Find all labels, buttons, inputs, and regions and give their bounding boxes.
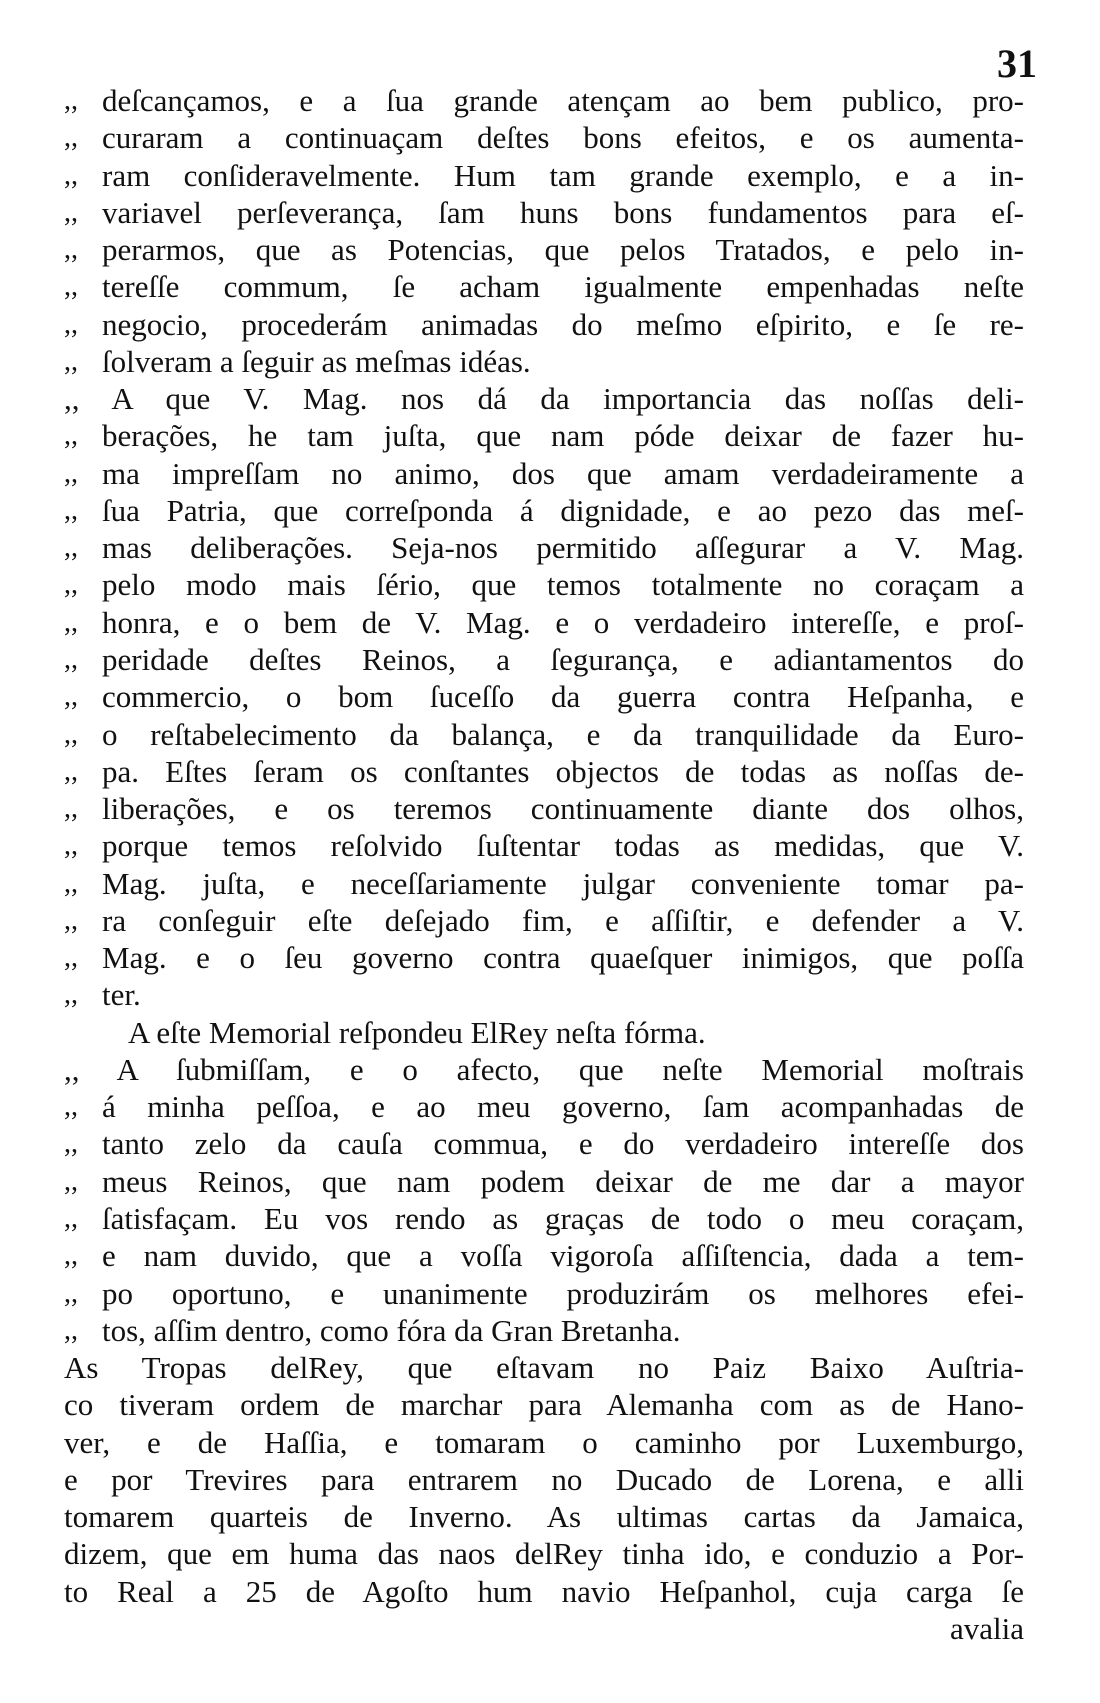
- line-text: liberações, e os teremos continuamente diante dos olhos,: [102, 791, 1024, 827]
- line-text: ſatisfaçam. Eu vos rendo as graças de todo o meu coraçam,: [102, 1200, 1024, 1236]
- text-line: [64, 119, 1024, 156]
- text-line: [64, 790, 1024, 827]
- quote-mark: ,,: [64, 1277, 78, 1309]
- text-line: [64, 1498, 1024, 1535]
- quote-mark: ,,: [64, 532, 78, 564]
- line-text: commercio, o bom ſuceſſo da guerra contra Heſpanha, e: [102, 679, 1024, 715]
- text-line: [64, 1163, 1024, 1200]
- text-line: [64, 976, 1024, 1013]
- text-line: [64, 1200, 1024, 1237]
- line-text: ter.: [102, 977, 141, 1013]
- quote-mark: ,,: [64, 494, 78, 526]
- line-text: tos, aſſim dentro, como fóra da Gran Bretanha.: [102, 1312, 681, 1348]
- line-text: to Real a 25 de Agoſto hum navio Heſpanhol, cuja carga ſe: [64, 1573, 1024, 1609]
- text-line: [64, 902, 1024, 939]
- line-text: variavel perſeverança, ſam huns bons fundamentos para eſ-: [102, 194, 1024, 230]
- quote-mark: ,,: [64, 979, 78, 1011]
- text-line: [64, 1014, 1024, 1051]
- line-text: ,, A ſubmiſſam, e o afecto, que neſte Memorial moſtrais: [64, 1051, 1024, 1087]
- line-text: ram conſideravelmente. Hum tam grande exemplo, e a in-: [102, 157, 1024, 193]
- text-body: [64, 82, 1024, 1647]
- text-line: [64, 82, 1024, 119]
- line-text: ſua Patria, que correſponda á dignidade, e ao pezo das meſ-: [102, 492, 1024, 528]
- quote-mark: ,,: [64, 271, 78, 303]
- line-text: dizem, que em huma das naos delRey tinha ido, e conduzio a Por-: [64, 1536, 1024, 1572]
- line-text: co tiveram ordem de marchar para Alemanha com as de Hano-: [64, 1387, 1024, 1423]
- quote-mark: ,,: [64, 196, 78, 228]
- line-text: berações, he tam juſta, que nam póde deixar de fazer hu-: [102, 418, 1024, 454]
- line-text: Mag. e o ſeu governo contra quaeſquer inimigos, que poſſa: [102, 940, 1024, 976]
- text-line: [64, 194, 1024, 231]
- line-text: As Tropas delRey, que eſtavam no Paiz Baixo Auſtria-: [64, 1350, 1024, 1386]
- text-line: [64, 455, 1024, 492]
- line-text: ſolveram a ſeguir as meſmas idéas.: [102, 343, 531, 379]
- text-line: [64, 566, 1024, 603]
- quote-mark: ,,: [64, 942, 78, 974]
- line-text: po oportuno, e unanimente produzirám os melhores efei-: [102, 1275, 1024, 1311]
- line-text: meus Reinos, que nam podem deixar de me dar a mayor: [102, 1163, 1024, 1199]
- line-text: e por Trevires para entrarem no Ducado de Lorena, e alli: [64, 1461, 1024, 1497]
- text-line: [64, 1424, 1024, 1461]
- text-line: [64, 1237, 1024, 1274]
- quote-mark: ,,: [64, 718, 78, 750]
- text-line: [64, 1088, 1024, 1125]
- quote-mark: ,,: [64, 1314, 78, 1346]
- text-line: [64, 827, 1024, 864]
- line-text: ra conſeguir eſte deſejado fim, e aſſiſtir, e defender a V.: [102, 902, 1024, 938]
- quote-mark: ,,: [64, 830, 78, 862]
- line-text: á minha peſſoa, e ao meu governo, ſam acompanhadas de: [102, 1089, 1024, 1125]
- line-text: ,, A que V. Mag. nos dá da importancia das noſſas deli-: [64, 381, 1024, 417]
- line-text: ma impreſſam no animo, dos que amam verdadeiramente a: [102, 455, 1024, 491]
- quote-mark: ,,: [64, 457, 78, 489]
- quote-mark: ,,: [64, 1202, 78, 1234]
- quote-mark: ,,: [64, 643, 78, 675]
- quote-mark: ,,: [64, 159, 78, 191]
- text-line: [64, 1275, 1024, 1312]
- quote-mark: ,,: [64, 1128, 78, 1160]
- text-line: [64, 1051, 1024, 1088]
- line-text: tereſſe commum, ſe acham igualmente empenhadas neſte: [102, 269, 1024, 305]
- text-line: [64, 268, 1024, 305]
- quote-mark: ,,: [64, 420, 78, 452]
- line-text: deſcançamos, e a ſua grande atençam ao bem publico, pro-: [102, 83, 1024, 118]
- line-text: avalia: [949, 1610, 1024, 1646]
- text-line: [64, 231, 1024, 268]
- quote-mark: ,,: [64, 606, 78, 638]
- quote-mark: ,,: [64, 345, 78, 377]
- text-line: [64, 865, 1024, 902]
- quote-mark: ,,: [64, 867, 78, 899]
- quote-mark: ,,: [64, 1165, 78, 1197]
- text-line: [64, 157, 1024, 194]
- text-line: [64, 1535, 1024, 1572]
- line-text: e nam duvido, que a voſſa vigoroſa aſſiſtencia, dada a tem-: [102, 1238, 1024, 1274]
- quote-mark: ,,: [64, 308, 78, 340]
- text-line: [64, 1461, 1024, 1498]
- line-text: honra, e o bem de V. Mag. e o verdadeiro intereſſe, e proſ-: [102, 604, 1024, 640]
- quote-mark: ,,: [64, 122, 78, 154]
- text-line: [64, 1312, 1024, 1349]
- quote-mark: ,,: [64, 904, 78, 936]
- quote-mark: ,,: [64, 85, 78, 116]
- line-text: o reſtabelecimento da balança, e da tranquilidade da Euro-: [102, 716, 1024, 752]
- quote-mark: ,,: [64, 1240, 78, 1272]
- line-text: perarmos, que as Potencias, que pelos Tratados, e pelo in-: [102, 232, 1024, 268]
- text-line: [64, 343, 1024, 380]
- text-line: [64, 939, 1024, 976]
- text-line: [64, 529, 1024, 566]
- text-line: [64, 678, 1024, 715]
- line-text: pelo modo mais ſério, que temos totalmente no coraçam a: [102, 567, 1024, 603]
- quote-mark: ,,: [64, 755, 78, 787]
- text-line: [64, 641, 1024, 678]
- line-text: tanto zelo da cauſa commua, e do verdadeiro intereſſe dos: [102, 1126, 1024, 1162]
- page-number: 31: [997, 41, 1037, 86]
- line-text: curaram a continuaçam deſtes bons efeitos, e os aumenta-: [102, 120, 1024, 156]
- text-line: [64, 1610, 1024, 1647]
- line-text: ver, e de Haſſia, e tomaram o caminho por Luxemburgo,: [64, 1424, 1024, 1460]
- quote-mark: ,,: [64, 1091, 78, 1123]
- quote-mark: ,,: [64, 793, 78, 825]
- text-line: [64, 753, 1024, 790]
- text-line: [64, 1349, 1024, 1386]
- quote-mark: ,,: [64, 569, 78, 601]
- line-text: Mag. juſta, e neceſſariamente julgar conveniente tomar pa-: [102, 865, 1024, 901]
- text-line: [64, 1573, 1024, 1610]
- quote-mark: ,,: [64, 234, 78, 266]
- line-text: A eſte Memorial reſpondeu ElRey neſta fórma.: [128, 1014, 706, 1050]
- text-line: [64, 604, 1024, 641]
- line-text: negocio, procederám animadas do meſmo eſpirito, e ſe re-: [102, 306, 1024, 342]
- line-text: pa. Eſtes ſeram os conſtantes objectos de todas as noſſas de-: [102, 753, 1024, 789]
- line-text: tomarem quarteis de Inverno. As ultimas cartas da Jamaica,: [64, 1499, 1024, 1535]
- line-text: peridade deſtes Reinos, a ſegurança, e adiantamentos do: [102, 641, 1024, 677]
- quote-mark: ,,: [64, 681, 78, 713]
- line-text: porque temos reſolvido ſuſtentar todas as medidas, que V.: [102, 828, 1024, 864]
- line-text: mas deliberações. Seja-nos permitido aſſegurar a V. Mag.: [102, 530, 1024, 566]
- text-line: [64, 1125, 1024, 1162]
- text-line: [64, 716, 1024, 753]
- text-line: [64, 492, 1024, 529]
- text-line: [64, 417, 1024, 454]
- text-line: [64, 380, 1024, 417]
- text-line: [64, 1386, 1024, 1423]
- text-line: [64, 306, 1024, 343]
